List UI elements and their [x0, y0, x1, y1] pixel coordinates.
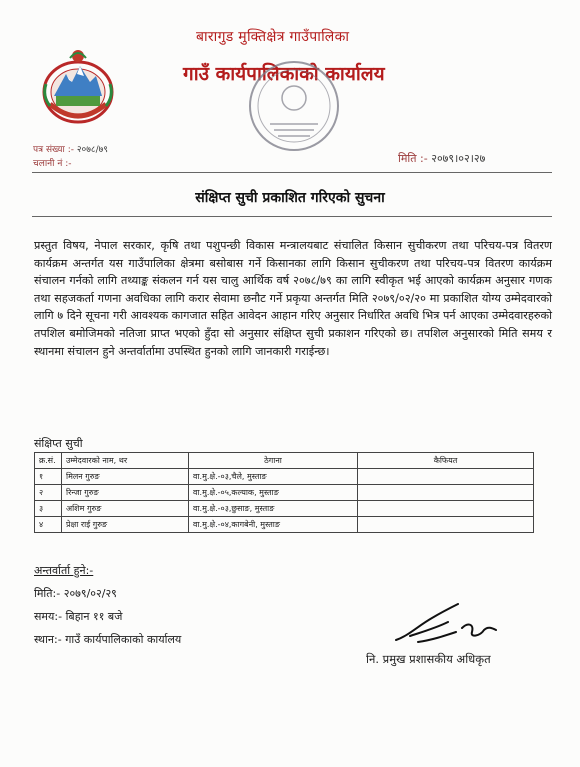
table-row [35, 469, 534, 485]
notice-title: संक्षिप्त सुची प्रकाशित गरिएको सुचना [195, 190, 385, 206]
interview-time: समय:- बिहान ११ बजे [34, 610, 123, 623]
office-name: बारागुड मुक्तिक्षेत्र गाउँपालिका [196, 29, 350, 45]
title-divider [32, 216, 552, 217]
cell-address: वा.मु.क्षे.-०४,कागबेनी, मुस्ताङ [189, 517, 358, 533]
cell-name: अशिम गुरुङ [62, 501, 189, 517]
notice-body: प्रस्तुत विषय, नेपाल सरकार, कृषि तथा पशुपन्छी विकास मन्त्रालयबाट संचालित किसान सुचीकरण तथा परिचय-पत्र वितरण कार्यक्रम अन्तर्गत यस गाउँपालिका क्षेत्रमा बसोबास गर्ने किसानका लागि किसान सुचीकरण तथा परिचय-पत्र वितरण कार्यक्रम संचालन गर्नको लागि तथ्याङ्क संकलन गर्न यस चालु आर्थिक वर्ष २०७८/७९ का लागि स्वीकृत भई आएको कार्यक्रम अनुसार गणक तथा सहजकर्ता गणना अवधिका लागि करार सेवामा छनौट गर्ने प्रकृया अन्तर्गत मिति २०७९/०२/२० मा प्रकाशित योग्य उम्मेदवारको लागि ७ दिने सूचना गरी आवश्यक कागजात सहित आवेदन आहान गरिए अनुसार निर्धारित अवधि भित्र पर्न आएका उम्मेदवारहरुको तपशिल बमोजिमको नतिजा प्राप्त भएको हुँदा सो अनुसार संक्षिप्त सुची प्रकाशन गरिएको छ। तपशिल अनुसारको मिति समय र स्थानमा संचालन हुने अन्तर्वार्तामा उपस्थित हुनको लागि जानकारी गराईन्छ। [34, 239, 552, 358]
dispatch-number: चलानी नं :- [33, 159, 72, 169]
cell-address: वा.मु.क्षे.-०३,छुसाङ, मुस्ताङ [189, 501, 358, 517]
cell-address: वा.मु.क्षे.-०५,कल्याक, मुस्ताङ [189, 485, 358, 501]
cell-serial: ३ [35, 501, 62, 517]
cell-name: रिन्जा गुरुङ [62, 485, 189, 501]
cell-remarks [358, 501, 534, 517]
cell-serial: २ [35, 485, 62, 501]
shortlist-table [34, 452, 534, 533]
cell-serial: १ [35, 469, 62, 485]
interview-heading: अन्तर्वार्ता हुने:- [34, 564, 94, 577]
reference-number: पत्र संख्या :- २०७८/७९ [33, 145, 108, 155]
col-remarks: कैफियत [358, 453, 534, 469]
shortlist-title: संक्षिप्त सुची [34, 437, 83, 450]
cell-address: वा.मु.क्षे.-०३,चैले, मुस्ताङ [189, 469, 358, 485]
interview-details [34, 559, 181, 651]
table-row [35, 501, 534, 517]
cell-name: मिलन गुरुङ [62, 469, 189, 485]
reference-block [33, 143, 108, 171]
col-address: ठेगाना [189, 453, 358, 469]
table-row [35, 485, 534, 501]
signatory-title: नि. प्रमुख प्रशासकीय अधिकृत [366, 652, 491, 666]
col-name: उम्मेदवारको नाम, थर [62, 453, 189, 469]
cell-remarks [358, 517, 534, 533]
office-seal-icon [246, 58, 342, 154]
cell-name: प्रेक्षा राई गुरुङ [62, 517, 189, 533]
letter-date: मिति :- २०७९।०२।२७ [398, 152, 486, 165]
signature-icon [388, 596, 508, 650]
header-divider [32, 172, 552, 173]
interview-place: स्थान:- गाउँ कार्यपालिकाको कार्यालय [34, 633, 182, 646]
nepal-emblem-icon [40, 44, 116, 126]
cell-remarks [358, 485, 534, 501]
office-title: गाउँ कार्यपालिकाको कार्यालय [183, 63, 385, 85]
table-row [35, 517, 534, 533]
cell-remarks [358, 469, 534, 485]
table-header-row [35, 453, 534, 469]
interview-date: मिति:- २०७९/०२/२९ [34, 587, 117, 600]
cell-serial: ४ [35, 517, 62, 533]
col-serial: क्र.सं. [35, 453, 62, 469]
